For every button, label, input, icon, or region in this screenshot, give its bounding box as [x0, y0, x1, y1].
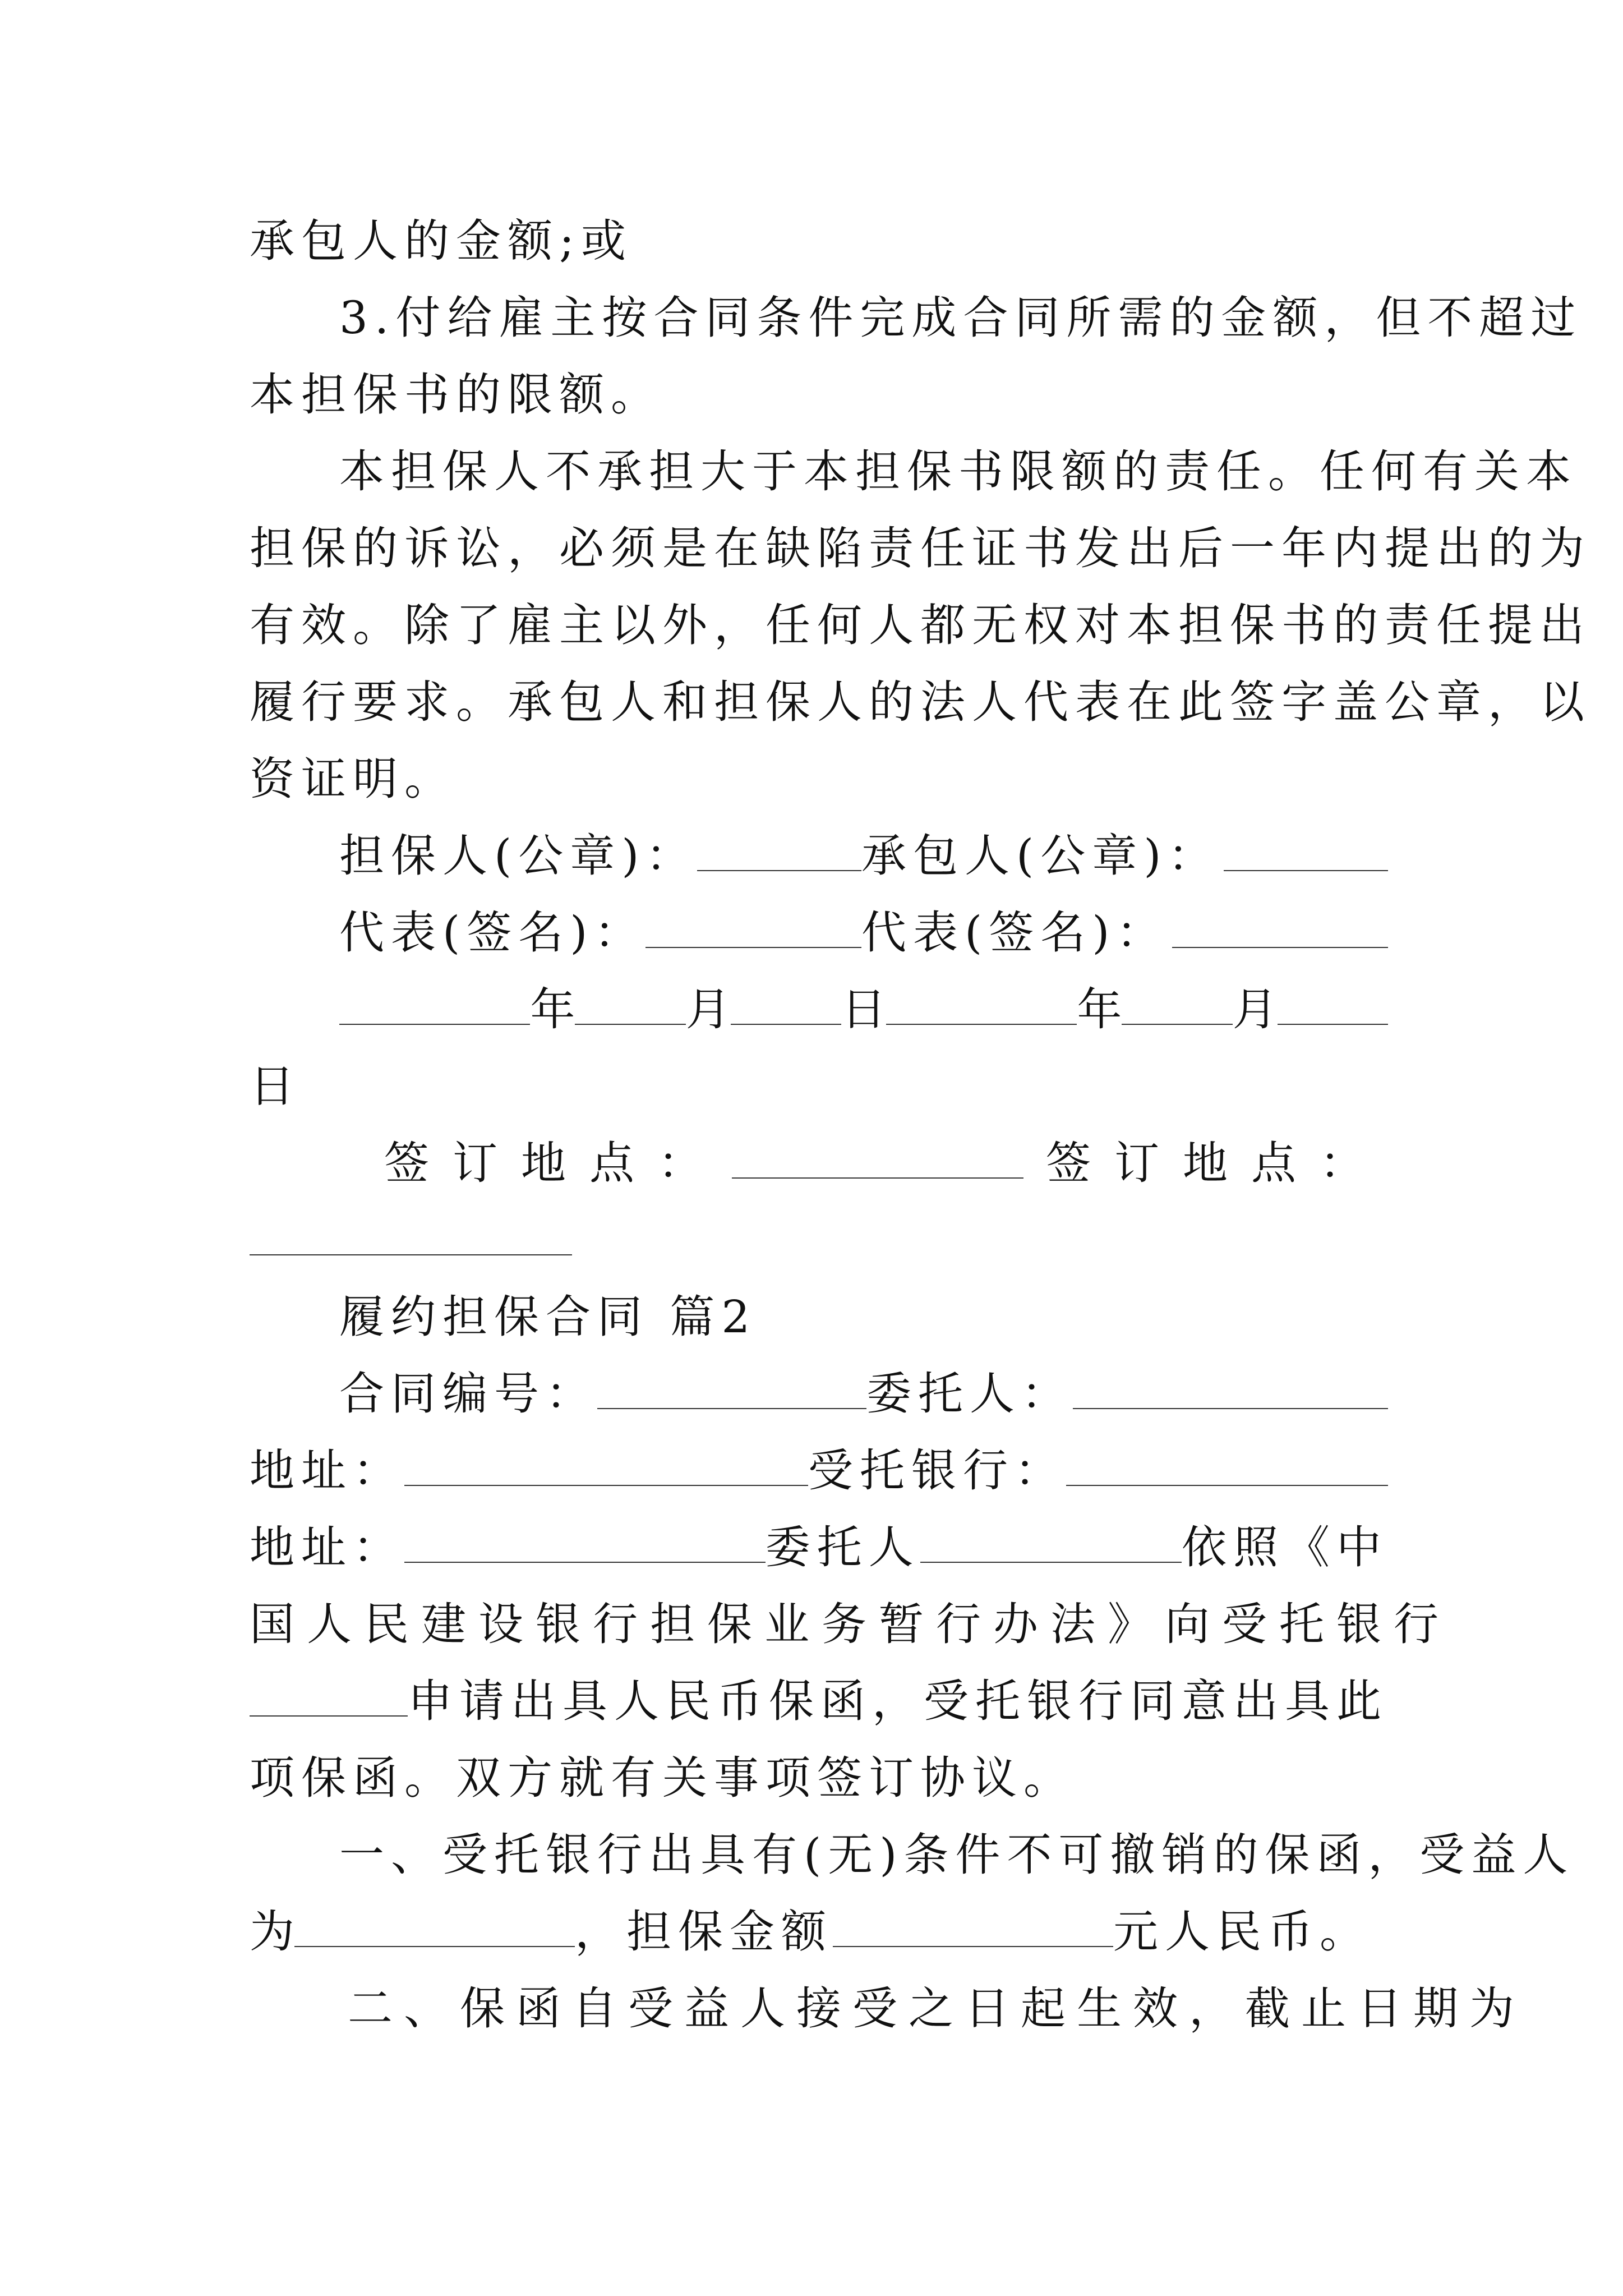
place-blank-2 [250, 1215, 572, 1255]
text-line: 承包人的金额;或 [250, 215, 633, 267]
rep-sign-label-1: 代表(签名)： [339, 907, 646, 959]
address-blank-1 [404, 1446, 808, 1486]
day-label: 日 [841, 983, 886, 1036]
address-principal-line [250, 1514, 1388, 1581]
text-line: 本担保书的限额。 [250, 369, 662, 421]
text-line: 3.付给雇主按合同条件完成合同所需的金额，但不超过 [339, 292, 1583, 344]
address-label-1: 地址： [250, 1444, 404, 1497]
bank-blank [1066, 1446, 1388, 1486]
rep-sign-label-2: 代表(签名)： [861, 907, 1168, 959]
month-blank [575, 984, 685, 1025]
text-line: 国人民建设银行担保业务暂行办法》向受托银行 [250, 1598, 1451, 1650]
contract-no-blank [597, 1369, 866, 1409]
contract-no-label: 合同编号： [339, 1368, 597, 1420]
rep-sign-blank-1 [645, 908, 861, 948]
text-line: 有效。除了雇主以外，任何人都无权对本担保书的责任提出 [250, 599, 1591, 651]
section-heading: 履约担保合同 篇2 [339, 1291, 757, 1343]
seal-line [339, 822, 1388, 890]
month-label-2: 月 [1232, 983, 1278, 1036]
text-line: 本担保人不承担大于本担保书限额的责任。任何有关本 [339, 445, 1578, 498]
bank-name-blank [250, 1676, 408, 1717]
address-bank-line [250, 1437, 1388, 1504]
place-line [384, 1130, 1388, 1197]
clause-1: 一、受托银行出具有(无)条件不可撤销的保函，受益人 [339, 1829, 1575, 1881]
year-label: 年 [530, 983, 575, 1036]
currency-label: 元人民币。 [1113, 1906, 1371, 1958]
principal-label: 委托人： [866, 1368, 1073, 1420]
according-to: 依照《中 [1182, 1521, 1388, 1573]
day-blank [731, 984, 841, 1025]
guarantor-seal-label: 担保人(公章)： [339, 830, 698, 882]
principal-blank [1073, 1369, 1388, 1409]
place-label-1: 签订地点： [384, 1137, 726, 1189]
month-blank-2 [1122, 984, 1232, 1025]
place-label-2: 签订地点： [1046, 1137, 1388, 1189]
month-label: 月 [685, 983, 731, 1036]
beneficiary-blank [294, 1907, 575, 1947]
day-blank-2 [1278, 984, 1388, 1025]
address-label-2: 地址： [250, 1521, 404, 1573]
contractor-seal-label: 承包人(公章)： [861, 830, 1220, 882]
clause-2: 二、保函自受益人接受之日起生效，截止日期为 [348, 1982, 1525, 2035]
text-line: 资证明。 [250, 753, 456, 805]
year-blank [339, 984, 530, 1025]
bank-label: 受托银行： [808, 1444, 1066, 1497]
place-blank-wrap-line [250, 1207, 1388, 1274]
clause-1-cont [250, 1898, 1388, 1966]
address-blank-2 [404, 1522, 766, 1563]
date-line [339, 976, 1388, 1043]
apply-line [250, 1668, 1388, 1735]
rep-sign-line [339, 899, 1388, 967]
principal-label-2: 委托人 [765, 1521, 920, 1573]
guarantee-amount-label: ，担保金额 [575, 1906, 833, 1958]
day-label-wrap: 日 [250, 1060, 294, 1112]
rep-sign-blank-2 [1172, 908, 1388, 948]
place-blank-1 [732, 1138, 1023, 1179]
year-label-2: 年 [1077, 983, 1122, 1036]
amount-blank [833, 1907, 1113, 1947]
contract-no-line [339, 1360, 1388, 1428]
text-line: 履行要求。承包人和担保人的法人代表在此签字盖公章，以 [250, 676, 1591, 728]
guarantor-seal-blank [697, 831, 861, 871]
text-line: 担保的诉讼，必须是在缺陷责任证书发出后一年内提出的为 [250, 522, 1591, 574]
apply-text: 申请出具人民币保函，受托银行同意出具此 [408, 1675, 1388, 1727]
text-line: 项保函。双方就有关事项签订协议。 [250, 1752, 1075, 1804]
contractor-seal-blank [1224, 831, 1388, 871]
clause-1-for: 为 [250, 1906, 294, 1958]
principal-blank-2 [920, 1522, 1182, 1563]
year-blank-2 [886, 984, 1077, 1025]
